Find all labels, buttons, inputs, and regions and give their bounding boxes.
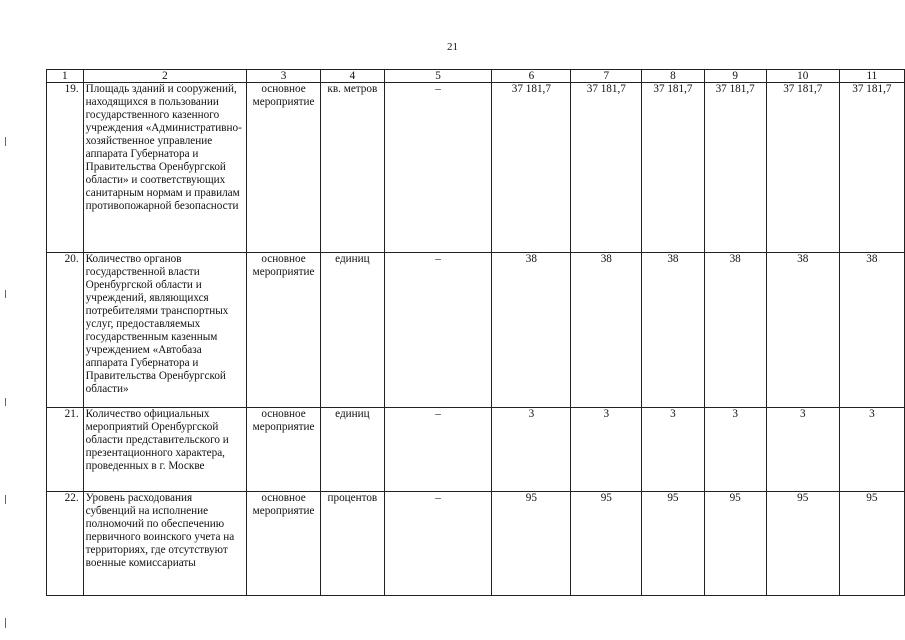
column-number-row bbox=[47, 70, 905, 83]
value-cell: 37 181,7 bbox=[642, 83, 704, 253]
value-cell: 3 bbox=[839, 408, 904, 492]
base-value: – bbox=[384, 408, 492, 492]
value-cell: 38 bbox=[839, 253, 904, 408]
indicator-name: Количество органов государственной власти Оренбургской области и учреждений, являющихся потребителями транспортных услуг, предоставляемых государственным казенным учреждением «Автобаза аппарата Губернатора и Правительства Оренбургской области» bbox=[83, 253, 247, 408]
column-header: 2 bbox=[83, 70, 247, 83]
value-cell: 38 bbox=[642, 253, 704, 408]
value-cell: 37 181,7 bbox=[704, 83, 766, 253]
table-row bbox=[47, 253, 905, 408]
activity-type: основное мероприятие bbox=[247, 408, 321, 492]
value-cell: 38 bbox=[766, 253, 839, 408]
page-number: 21 bbox=[447, 41, 458, 53]
base-value: – bbox=[384, 253, 492, 408]
indicator-name: Количество официальных мероприятий Оренбургской области представительского и презентационного характера, проведенных в г. Москве bbox=[83, 408, 247, 492]
table-row bbox=[47, 83, 905, 253]
base-value: – bbox=[384, 83, 492, 253]
value-cell: 38 bbox=[704, 253, 766, 408]
value-cell: 95 bbox=[571, 492, 642, 596]
value-cell: 95 bbox=[492, 492, 571, 596]
unit: кв. метров bbox=[320, 83, 384, 253]
column-header: 11 bbox=[839, 70, 904, 83]
value-cell: 95 bbox=[704, 492, 766, 596]
unit: единиц bbox=[320, 253, 384, 408]
indicators-table bbox=[46, 69, 905, 596]
column-header: 10 bbox=[766, 70, 839, 83]
column-header: 6 bbox=[492, 70, 571, 83]
table-row bbox=[47, 492, 905, 596]
column-header: 4 bbox=[320, 70, 384, 83]
value-cell: 38 bbox=[571, 253, 642, 408]
column-header: 7 bbox=[571, 70, 642, 83]
scan-artifact bbox=[5, 618, 6, 628]
row-number: 21. bbox=[47, 408, 84, 492]
value-cell: 3 bbox=[642, 408, 704, 492]
scan-artifact bbox=[5, 137, 6, 146]
base-value: – bbox=[384, 492, 492, 596]
unit: процентов bbox=[320, 492, 384, 596]
row-number: 22. bbox=[47, 492, 84, 596]
value-cell: 3 bbox=[571, 408, 642, 492]
value-cell: 3 bbox=[704, 408, 766, 492]
indicator-name: Площадь зданий и сооружений, находящихся в пользовании государственного казенного учреждения «Административно-хозяйственное управление аппарата Губернатора и Правительства Оренбургской области» и соответствующих санитарным нормам и правилам противопожарной безопасности bbox=[83, 83, 247, 253]
row-number: 20. bbox=[47, 253, 84, 408]
column-header: 8 bbox=[642, 70, 704, 83]
value-cell: 95 bbox=[642, 492, 704, 596]
value-cell: 38 bbox=[492, 253, 571, 408]
scan-artifact bbox=[5, 398, 6, 406]
unit: единиц bbox=[320, 408, 384, 492]
activity-type: основное мероприятие bbox=[247, 83, 321, 253]
value-cell: 37 181,7 bbox=[839, 83, 904, 253]
value-cell: 95 bbox=[766, 492, 839, 596]
scan-artifact bbox=[5, 495, 6, 504]
value-cell: 37 181,7 bbox=[571, 83, 642, 253]
value-cell: 95 bbox=[839, 492, 904, 596]
value-cell: 3 bbox=[492, 408, 571, 492]
value-cell: 37 181,7 bbox=[766, 83, 839, 253]
scan-artifact bbox=[5, 290, 6, 298]
column-header: 1 bbox=[47, 70, 84, 83]
value-cell: 37 181,7 bbox=[492, 83, 571, 253]
activity-type: основное мероприятие bbox=[247, 492, 321, 596]
column-header: 5 bbox=[384, 70, 492, 83]
table-row bbox=[47, 408, 905, 492]
indicator-name: Уровень расходования субвенций на исполнение полномочий по обеспечению первичного воинского учета на территориях, где отсутствуют военные комиссариаты bbox=[83, 492, 247, 596]
row-number: 19. bbox=[47, 83, 84, 253]
column-header: 9 bbox=[704, 70, 766, 83]
activity-type: основное мероприятие bbox=[247, 253, 321, 408]
value-cell: 3 bbox=[766, 408, 839, 492]
column-header: 3 bbox=[247, 70, 321, 83]
